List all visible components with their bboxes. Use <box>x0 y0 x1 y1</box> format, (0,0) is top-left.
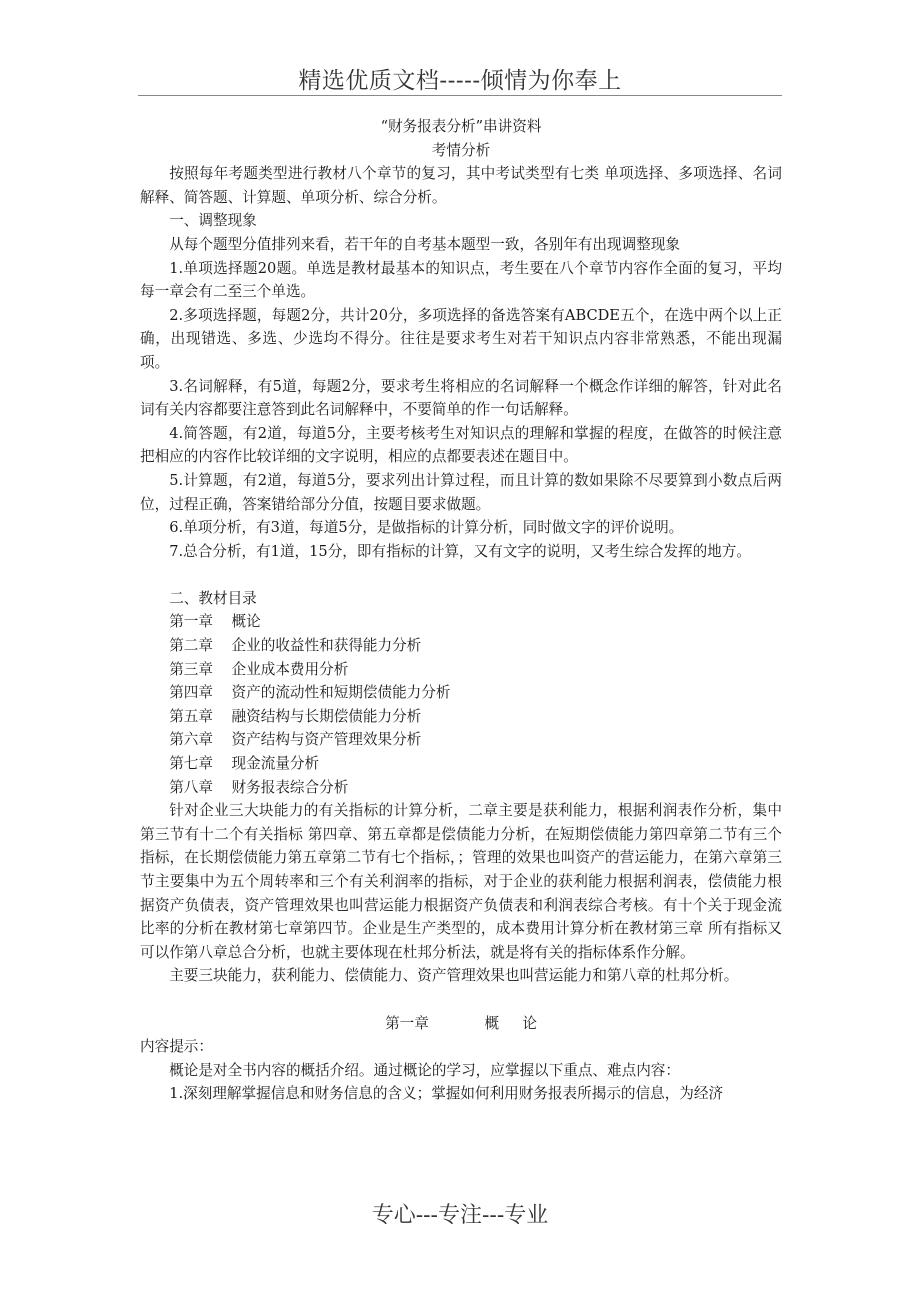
document-title: “财务报表分析”串讲资料 <box>380 118 542 135</box>
toc-chapter: 第六章 <box>169 731 213 749</box>
list-item: 2.多项选择题，每题2分，共计20分，多项选择的备选答案有ABCDE五个，在选中两个以上正确，出现错选、多选、少选均不得分。往往是要求考生对若干知识点内容非常熟悉，不能出现漏项。 <box>140 306 782 371</box>
toc-chapter: 第五章 <box>169 707 213 725</box>
page-footer: 专心---专注---专业 <box>371 1203 549 1228</box>
list-item: 4.简答题，有2道，每道5分，主要考核考生对知识点的理解和掌握的程度，在做答的时候注意把相应的内容作比较详细的文字说明，相应的点都要表述在题目中。 <box>140 424 782 466</box>
intro-paragraph: 按照每年考题类型进行教材八个章节的复习，其中考试类型有七类 单项选择、多项选择、名词解释、简答题、计算题、单项分析、综合分析。 <box>140 165 782 206</box>
section-lead-paragraph: 从每个题型分值排列来看，若干年的自考基本题型一致，各别年有出现调整现象 <box>169 235 680 253</box>
summary-paragraph: 主要三块能力，获利能力、偿债能力、资产管理效果也叫营运能力和第八章的杜邦分析。 <box>169 967 739 985</box>
document-body <box>140 115 782 1106</box>
document-subtitle: 考情分析 <box>431 141 491 159</box>
toc-row <box>140 705 782 729</box>
toc-chapter: 第七章 <box>169 755 213 773</box>
toc-row <box>140 634 782 658</box>
list-item: 1.单项选择题20题。单选是教材最基本的知识点，考生要在八个章节内容作全面的复习，平均每一章会有二至三个单选。 <box>140 259 782 301</box>
toc-chapter: 第一章 <box>169 613 213 631</box>
toc-title: 融资结构与长期偿债能力分析 <box>231 707 422 725</box>
toc-chapter: 第四章 <box>169 684 213 702</box>
spacer <box>140 988 782 1012</box>
toc-title: 概论 <box>231 613 261 631</box>
toc-row <box>140 752 782 776</box>
toc-chapter: 第三章 <box>169 660 213 678</box>
toc-title: 企业成本费用分析 <box>231 660 349 678</box>
section-heading-toc: 二、教材目录 <box>169 589 257 607</box>
toc-title: 现金流量分析 <box>231 755 320 773</box>
list-item: 7.总合分析，有1道，15分，即有指标的计算，又有文字的说明，又考生综合发挥的地方。 <box>169 542 751 560</box>
chapter-intro-paragraph: 概论是对全书内容的概括介绍。通过概论的学习，应掌握以下重点、难点内容： <box>169 1061 680 1079</box>
list-item: 5.计算题，有2道，每道5分，要求列出计算过程，而且计算的数如果除不尽要算到小数点后两位，过程正确，答案错给部分分值，按题目要求做题。 <box>140 471 782 513</box>
toc-chapter: 第二章 <box>169 637 213 655</box>
list-item: 6.单项分析，有3道，每道5分，是做指标的计算分析，同时做文字的评价说明。 <box>169 519 684 537</box>
table-of-contents <box>140 610 782 799</box>
toc-row <box>140 728 782 752</box>
content-hint-label: 内容提示： <box>140 1038 213 1056</box>
spacer <box>140 563 782 587</box>
toc-row <box>140 610 782 634</box>
toc-row <box>140 681 782 705</box>
toc-title: 资产结构与资产管理效果分析 <box>231 731 422 749</box>
toc-title: 财务报表综合分析 <box>231 778 349 796</box>
section-heading-adjustment: 一、调整现象 <box>169 212 257 230</box>
toc-chapter: 第八章 <box>169 778 213 796</box>
list-item: 3.名词解释，有5道，每题2分，要求考生将相应的名词解释一个概念作详细的解答，针对此名词有关内容都要注意答到此名词解释中，不要简单的作一句话解释。 <box>140 377 782 419</box>
toc-title: 资产的流动性和短期偿债能力分析 <box>231 684 451 702</box>
toc-title: 企业的收益性和获得能力分析 <box>231 637 422 655</box>
header-divider <box>138 95 782 96</box>
analysis-paragraph: 针对企业三大块能力的有关指标的计算分析，二章主要是获利能力，根据利润表作分析，集中第三节有十二个有关指标 第四章、第五章都是偿债能力分析，在短期偿债能力第四章第二节有三个指标，在长期偿债能力第五章第二节有七个指标，；管理的效果也叫资产的营运能力，在第六章第三节主要集中为五个周转率和三个有关利润率的指标，对于企业的获利能力根据利润表，偿债能力根据资产负债表，资产管理效果也叫营运能力根据资产负债表和利润表综合考核。有十个关于现金流比率的分析在教材第七章第四节。企业是生产类型的，成本费用计算分析在教材第三章 所有指标又可以作第八章总合分析，也就主要体现在杜邦分析法，就是将有关的指标体系作分解。 <box>140 802 782 961</box>
page-header: 精选优质文档-----倾情为你奉上 <box>298 68 622 94</box>
chapter-list-item: 1.深刻理解掌握信息和财务信息的含义；掌握如何利用财务报表所揭示的信息，为经济 <box>169 1085 724 1103</box>
chapter-heading: 第一章 概 论 <box>385 1014 537 1032</box>
toc-row <box>140 776 782 800</box>
toc-row <box>140 658 782 682</box>
